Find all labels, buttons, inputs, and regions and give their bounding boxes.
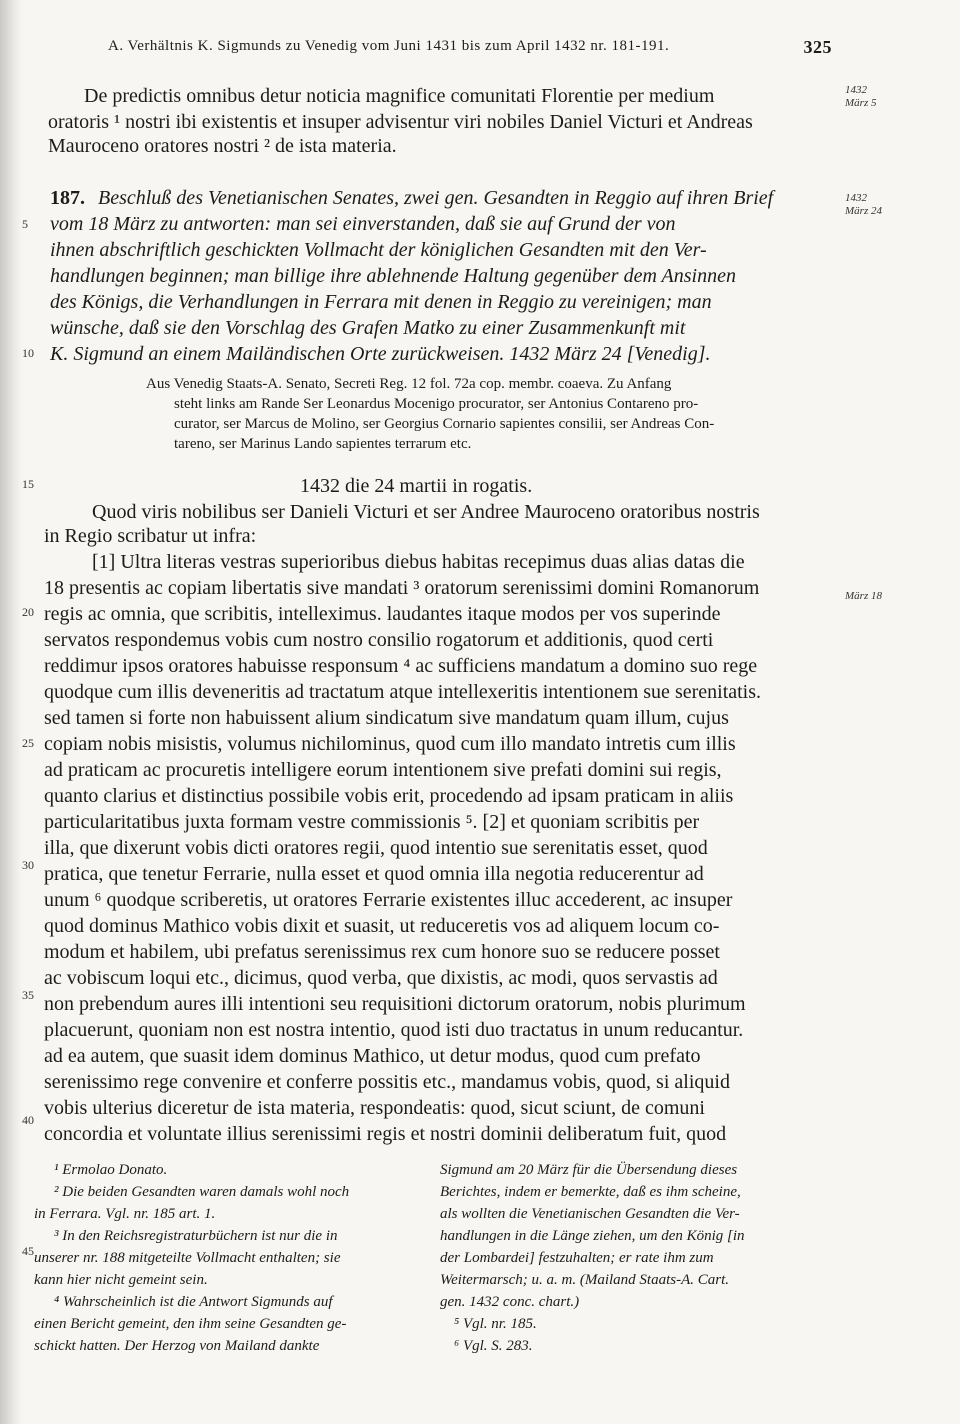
body-line: concordia et voluntate illius serenissimi regis et nostri dominii deliberatum fuit, quod	[44, 1123, 727, 1145]
body-line: quod dominus Mathico vobis dixit et suasit, ut reduceretis vos ad aliquem locum co-	[44, 915, 720, 937]
body-line: Quod viris nobilibus ser Danieli Victuri et ser Andree Mauroceno oratoribus nostris	[92, 501, 760, 523]
body-line: serenissimo rege convenire et conferre possitis etc., mandamus vobis, quod, si aliquid	[44, 1071, 730, 1093]
footnote-line: Berichtes, indem er bemerkte, daß es ihm scheine,	[440, 1184, 741, 1200]
body-line: ad ea autem, que suasit idem dominus Mathico, ut detur modus, quod cum prefato	[44, 1045, 701, 1067]
regest-line: des Königs, die Verhandlungen in Ferrara mit denen in Reggio zu vereinigen; man	[50, 291, 712, 313]
footnote-line: gen. 1432 conc. chart.)	[440, 1294, 580, 1310]
line-number: 35	[22, 988, 34, 1002]
margin-date-3: März 18	[845, 590, 882, 602]
body-line: in Regio scribatur ut infra:	[44, 525, 257, 547]
body-line: ac vobiscum loqui etc., dicimus, quod verba, que dixistis, ac modi, quos servastis ad	[44, 967, 718, 989]
footnote-line: Weitermarsch; u. a. m. (Mailand Staats-A. Cart.	[440, 1272, 730, 1288]
line-number: 5	[22, 217, 28, 231]
line-number: 10	[22, 346, 34, 360]
line-number: 45	[22, 1244, 34, 1258]
body-line: 18 presentis ac copiam libertatis sive mandati ³ oratorum serenissimi domini Romanorum	[44, 577, 760, 599]
margin-date-1: 1432 März 5	[845, 84, 877, 109]
date-heading: 1432 die 24 martii in rogatis.	[300, 475, 533, 497]
body-line: pratica, que tenetur Ferrarie, nulla esset et quod omnia illa negotia reducerentur ad	[44, 863, 704, 885]
source-note-line: tareno, ser Marinus Lando sapientes terrarum etc.	[174, 436, 472, 452]
footnote-line: ² Die beiden Gesandten waren damals wohl noch	[54, 1184, 350, 1200]
body-line: sed tamen si forte non habuissent alium sindicatum sive mandatum quam illum, cujus	[44, 707, 729, 729]
footnote-line: ¹ Ermolao Donato.	[54, 1162, 168, 1178]
line-number: 30	[22, 858, 34, 872]
line-number: 20	[22, 605, 34, 619]
body-line: ad praticam ac procuretis intelligere eorum intentionem sive prefati domini sui regis,	[44, 759, 722, 781]
body-line: unum ⁶ quodque scriberetis, ut oratores Ferrarie existentes illuc accederent, ac insuper	[44, 889, 733, 911]
body-line: non prebendum aures illi intentioni seu requisitioni dictorum oratorum, nobis plurimum	[44, 993, 746, 1015]
body-line: vobis ulterius diceretur de ista materia, respondeatis: quod, sicut sciunt, de comuni	[44, 1097, 705, 1119]
footnote-line: ⁵ Vgl. nr. 185.	[454, 1316, 537, 1332]
regest-line: ihnen abschriftlich geschickten Vollmacht der königlichen Gesandten mit den Ver-	[50, 239, 707, 261]
margin-date-2: 1432 März 24	[845, 192, 882, 217]
page-number: 325	[803, 37, 832, 57]
source-note-line: steht links am Rande Ser Leonardus Mocenigo procurator, ser Antonius Contareno pro-	[174, 396, 699, 412]
body-line: particularitatibus juxta formam vestre commissionis ⁵. [2] et quoniam scribitis per	[44, 811, 700, 833]
body-line: [1] Ultra literas vestras superioribus diebus habitas recepimus duas alias datas die	[92, 551, 745, 573]
document-number: 187.	[50, 187, 85, 209]
regest-line: Beschluß des Venetianischen Senates, zwei gen. Gesandten in Reggio auf ihren Brief	[98, 187, 774, 209]
footnote-line: unserer nr. 188 mitgeteilte Vollmacht enthalten; sie	[34, 1250, 341, 1266]
footnote-line: ⁶ Vgl. S. 283.	[454, 1338, 533, 1354]
body-line: modum et habilem, ubi prefatus serenissimus rex cum honore suo se reducere posset	[44, 941, 720, 963]
line-number: 40	[22, 1113, 34, 1127]
footnote-line: der Lombardei] festzuhalten; er rate ihm zum	[440, 1250, 714, 1266]
body-line: quodque cum illis deveneritis ad tractatum atque intellexeritis intentionem sue serenitatis.	[44, 681, 762, 703]
source-note-line: curator, ser Marcus de Molino, ser Georgius Cornario sapientes consilii, ser Andreas Con-	[174, 416, 715, 432]
footnote-line: ³ In den Reichsregistraturbüchern ist nur die in	[54, 1228, 338, 1244]
regest-line: K. Sigmund an einem Mailändischen Orte zurückweisen. 1432 März 24 [Venedig].	[50, 343, 711, 365]
scan-binding-shadow	[0, 0, 22, 1424]
running-header	[108, 38, 832, 64]
body-line: regis ac omnia, que scribitis, intelleximus. laudantes itaque modos per vos superinde	[44, 603, 721, 625]
intro-line: De predictis omnibus detur noticia magnifice comunitati Florentie per medium	[84, 85, 715, 107]
body-line: quanto clarius et distinctius possibile vobis erit, procedendo ad ipsam praticam in aliis	[44, 785, 734, 807]
body-line: placuerunt, quoniam non est nostra intentio, quod isti duo tractatus in unum reducantur.	[44, 1019, 744, 1041]
source-note-line: Aus Venedig Staats-A. Senato, Secreti Reg. 12 fol. 72a cop. membr. coaeva. Zu Anfang	[146, 376, 672, 392]
footnote-line: Sigmund am 20 März für die Übersendung dieses	[440, 1162, 738, 1178]
line-number: 15	[22, 477, 34, 491]
footnote-line: als wollten die Venetianischen Gesandten die Ver-	[440, 1206, 740, 1222]
line-number: 25	[22, 736, 34, 750]
regest-line: wünsche, daß sie den Vorschlag des Grafen Matko zu einer Zusammenkunft mit	[50, 317, 686, 339]
footnote-line: handlungen in die Länge ziehen, um den König [in	[440, 1228, 745, 1244]
intro-line: oratoris ¹ nostri ibi existentis et insuper advisentur viri nobiles Daniel Victuri et Andreas	[48, 111, 753, 133]
regest-line: handlungen beginnen; man billige ihre ablehnende Haltung gegenüber dem Ansinnen	[50, 265, 736, 287]
footnote-line: kann hier nicht gemeint sein.	[34, 1272, 208, 1288]
footnote-line: einen Bericht gemeint, den ihm seine Gesandten ge-	[34, 1316, 347, 1332]
footnote-line: schickt hatten. Der Herzog von Mailand dankte	[34, 1338, 320, 1354]
footnote-line: in Ferrara. Vgl. nr. 185 art. 1.	[34, 1206, 216, 1222]
body-line: servatos respondemus vobis cum nostro consilio rogatorum et additionis, quod certi	[44, 629, 714, 651]
running-title: A. Verhältnis K. Sigmunds zu Venedig vom Juni 1431 bis zum April 1432 nr. 181-191.	[108, 38, 670, 54]
regest-line: vom 18 März zu antworten: man sei einverstanden, daß sie auf Grund der von	[50, 213, 676, 235]
footnote-line: ⁴ Wahrscheinlich ist die Antwort Sigmunds auf	[54, 1294, 333, 1310]
body-line: illa, que dixerunt vobis dicti oratores regii, quod intentio sue serenitatis esset, quod	[44, 837, 708, 859]
intro-line: Mauroceno oratores nostri ² de ista materia.	[48, 135, 397, 157]
body-line: copiam nobis misistis, volumus nichilominus, quod cum illo mandato intretis cum illis	[44, 733, 736, 755]
body-line: reddimur ipsos oratores habuisse responsum ⁴ ac sufficiens mandatum a domino suo rege	[44, 655, 758, 677]
